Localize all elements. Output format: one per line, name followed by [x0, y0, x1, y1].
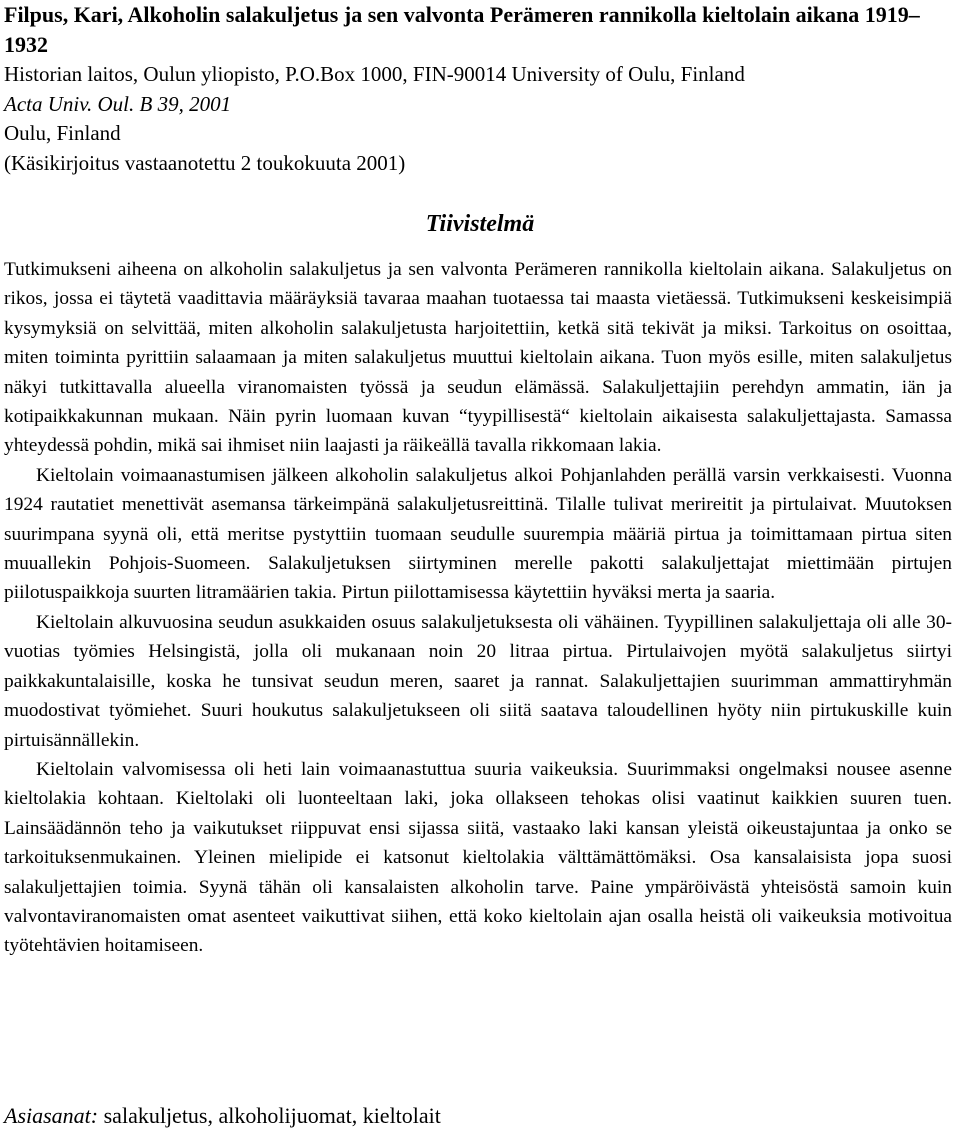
abstract-heading: Tiivistelmä: [425, 211, 535, 237]
citation-header: [4, 0, 956, 178]
keywords-label: Asiasanat:: [4, 1103, 99, 1128]
abstract-paragraph-3: Kieltolain alkuvuosina seudun asukkaiden osuus salakuljetuksesta oli vähäinen. Tyypillinen salakuljettaja oli alle 30-vuotias työmies Helsingistä, jolla oli mukanaan noin 20 litraa pirtua. Pirtulaivojen myötä salakuljetus siirtyi paikkakuntalaisille, koska he tunsivat seudun meren, saaret ja rannat. Salakuljettajien suurimman ammattiryhmän muodostivat työmiehet. Suuri houkutus salakuljetukseen oli siitä saatava taloudellinen hyöty niin pirtukuskille kuin pirtuisännällekin.: [4, 611, 952, 751]
keywords-terms: salakuljetus, alkoholijuomat, kieltolait: [103, 1103, 441, 1128]
abstract-paragraph-4: Kieltolain valvomisessa oli heti lain voimaanastuttua suuria vaikeuksia. Suurimmaksi ongelmaksi nousee asenne kieltolakia kohtaan. Kieltolaki oli luonteeltaan laki, joka ollakseen tehokas olisi vaatinut kaikkien suuren tuen. Lainsäädännön teho ja vaikutukset riippuvat ensi sijassa siitä, vastaako laki kansan yleistä oikeustajuntaa ja onko se tarkoituksenmukainen. Yleinen mielipide ei katsonut kieltolakia välttämättömäksi. Osa kansalaisista jopa suosi salakuljettajien toimia. Syynä tähän oli kansalaisten alkoholin tarve. Paine ympäröivästä yhteisöstä samoin kuin valvontaviranomaisten omat asenteet vaikuttivat siihen, että koko kieltolain ajan osalla heistä oli vaikeuksia motivoitua työtehtävien hoitamiseen.: [4, 758, 952, 957]
affiliation: Historian laitos, Oulun yliopisto, P.O.Box 1000, FIN-90014 University of Oulu, Finland: [4, 62, 745, 86]
abstract-body: [4, 255, 952, 961]
series: Acta Univ. Oul. B 39, 2001: [4, 91, 232, 116]
keywords: [4, 1101, 952, 1131]
citation-title: Filpus, Kari, Alkoholin salakuljetus ja sen valvonta Perämeren rannikolla kieltolain aikana 1919–1932: [4, 2, 920, 57]
abstract-paragraph-2: Kieltolain voimaanastumisen jälkeen alkoholin salakuljetus alkoi Pohjanlahden perällä varsin verkkaisesti. Vuonna 1924 rautatiet menettivät asemansa tärkeimpänä salakuljetusreittinä. Tilalle tulivat merireitit ja pirtulaivat. Muutoksen suurimpana syynä oli, että meritse pystyttiin tuomaan seudulle suurempia määriä pirtua ja toimittamaan pirtua siten muuallekin Pohjois-Suomeen. Salakuljetuksen siirtyminen merelle pakotti salakuljettajat miettimään pirtujen piilotuspaikkoja suurten litramäärien takia. Pirtun piilottamisessa käytettiin hyväksi merta ja saaria.: [4, 464, 952, 604]
abstract-paragraph-1: Tutkimukseni aiheena on alkoholin salakuljetus ja sen valvonta Perämeren rannikolla kieltolain aikana. Salakuljetus on rikos, jossa ei täytetä vaadittavia määräyksiä tavaraa maahan tuotaessa tai maasta vietäessä. Tutkimukseni keskeisimpiä kysymyksiä on selvittää, miten alkoholin salakuljetusta harjoitettiin, ketkä sitä tekivät ja miksi. Tarkoitus on osoittaa, miten toiminta pyrittiin salaamaan ja miten salakuljetus muuttui kieltolain aikana. Tuon myös esille, miten salakuljetus näkyi tutkittavalla alueella viranomaisten työssä ja seudun elämässä. Salakuljettajiin perehdyn ammatin, iän ja kotipaikkakunnan mukaan. Näin pyrin luomaan kuvan “tyypillisestä“ kieltolain aikaisesta salakuljettajasta. Samassa yhteydessä pohdin, mikä sai ihmiset niin laajasti ja räikeällä tavalla rikkomaan lakia.: [4, 259, 952, 457]
received-note: (Käsikirjoitus vastaanotettu 2 toukokuuta 2001): [4, 150, 406, 175]
location: Oulu, Finland: [4, 121, 121, 145]
